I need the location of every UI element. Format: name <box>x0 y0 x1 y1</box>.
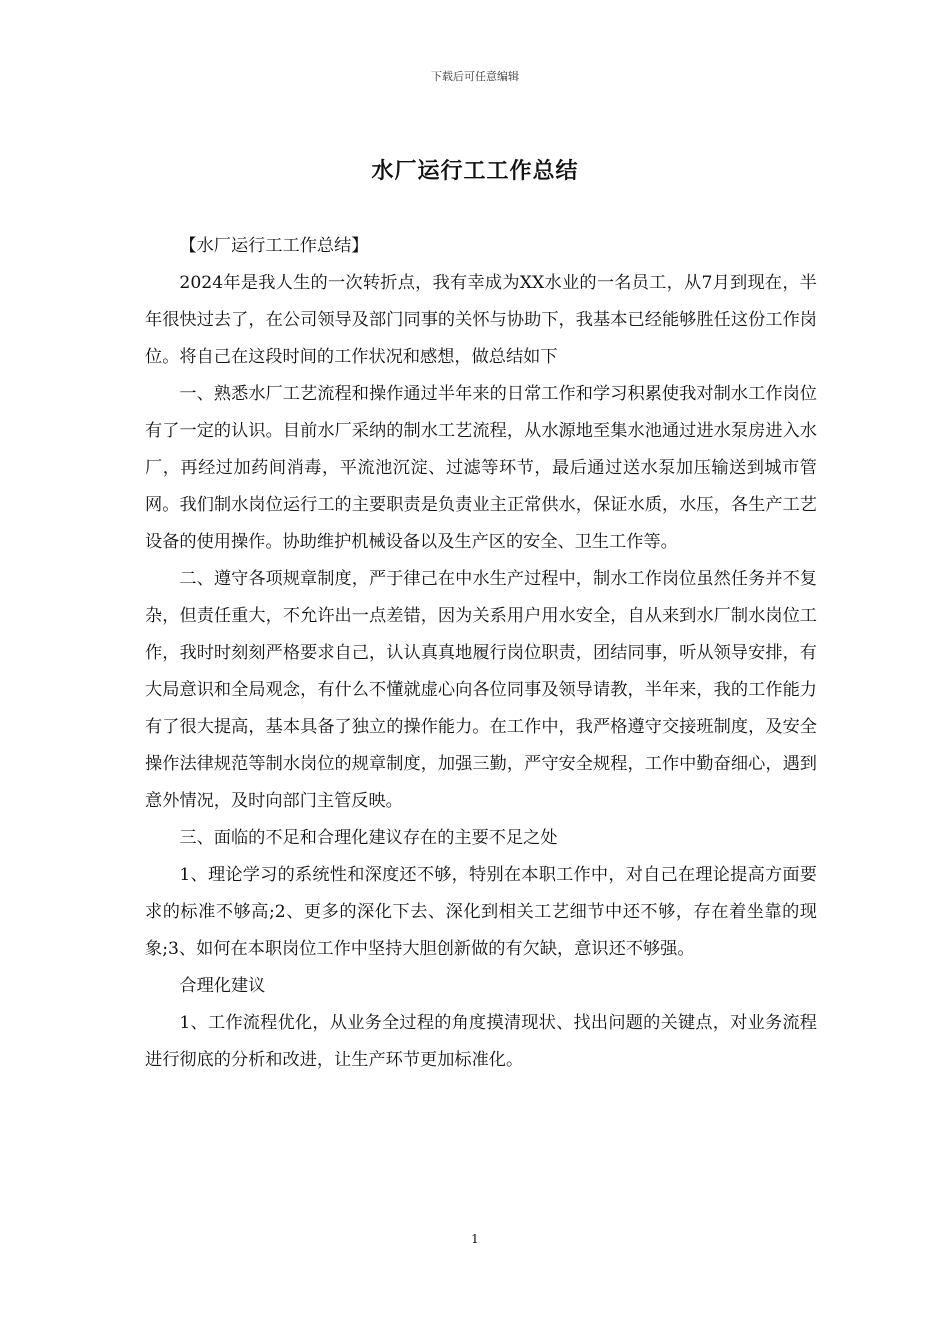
paragraph-section-3-heading: 三、面临的不足和合理化建议存在的主要不足之处 <box>179 828 558 848</box>
paragraph-section-2: 二、遵守各项规章制度，严于律己在中水生产过程中，制水工作岗位虽然任务并不复杂，但责任重大，不允许出一点差错，因为关系用户用水安全，自从来到水厂制水岗位工作，我时时刻刻严格要求自己，认认真真地履行岗位职责，团结同事，听从领导安排，有大局意识和全局观念，有什么不懂就虚心向各位同事及领导请教，半年来，我的工作能力有了很大提高，基本具备了独立的操作能力。在工作中，我严格遵守交接班制度，及安全操作法律规范等制水岗位的规章制度，加强三勤，严守安全规程，工作中勤奋细心，遇到意外情况，及时向部门主管反映。 <box>145 569 817 811</box>
paragraph-section-1: 一、熟悉水厂工艺流程和操作通过半年来的日常工作和学习积累使我对制水工作岗位有了一定的认识。目前水厂采纳的制水工艺流程，从水源地至集水池通过进水泵房进入水厂，再经过加药间消毒，平流池沉淀、过滤等环节，最后通过送水泵加压输送到城市管网。我们制水岗位运行工的主要职责是负责业主正常供水，保证水质，水压，各生产工艺设备的使用操作。协助维护机械设备以及生产区的安全、卫生工作等。 <box>145 384 817 552</box>
paragraph-intro: 2024年是我人生的一次转折点，我有幸成为XX水业的一名员工，从7月到现在，半年很快过去了，在公司领导及部门同事的关怀与协助下，我基本已经能够胜任这份工作岗位。将自己在这段时间的工作状况和感想，做总结如下 <box>145 273 817 367</box>
document-title: 水厂运行工工作总结 <box>371 158 579 184</box>
paragraph-subtitle: 【水厂运行工工作总结】 <box>179 236 369 256</box>
paragraph-shortcomings: 1、理论学习的系统性和深度还不够，特别在本职工作中，对自己在理论提高方面要求的标准不够高;2、更多的深化下去、深化到相关工艺细节中还不够，存在着坐靠的现象;3、如何在本职岗位工作中坚持大胆创新做的有欠缺，意识还不够强。 <box>145 865 817 959</box>
document-body <box>145 228 817 1079</box>
paragraph-suggestion-1: 1、工作流程优化，从业务全过程的角度摸清现状、找出问题的关键点，对业务流程进行彻底的分析和改进，让生产环节更加标准化。 <box>145 1013 817 1070</box>
page-number: 1 <box>471 1232 479 1246</box>
header-note: 下载后可任意编辑 <box>431 70 519 83</box>
paragraph-suggestions-heading: 合理化建议 <box>179 976 266 996</box>
